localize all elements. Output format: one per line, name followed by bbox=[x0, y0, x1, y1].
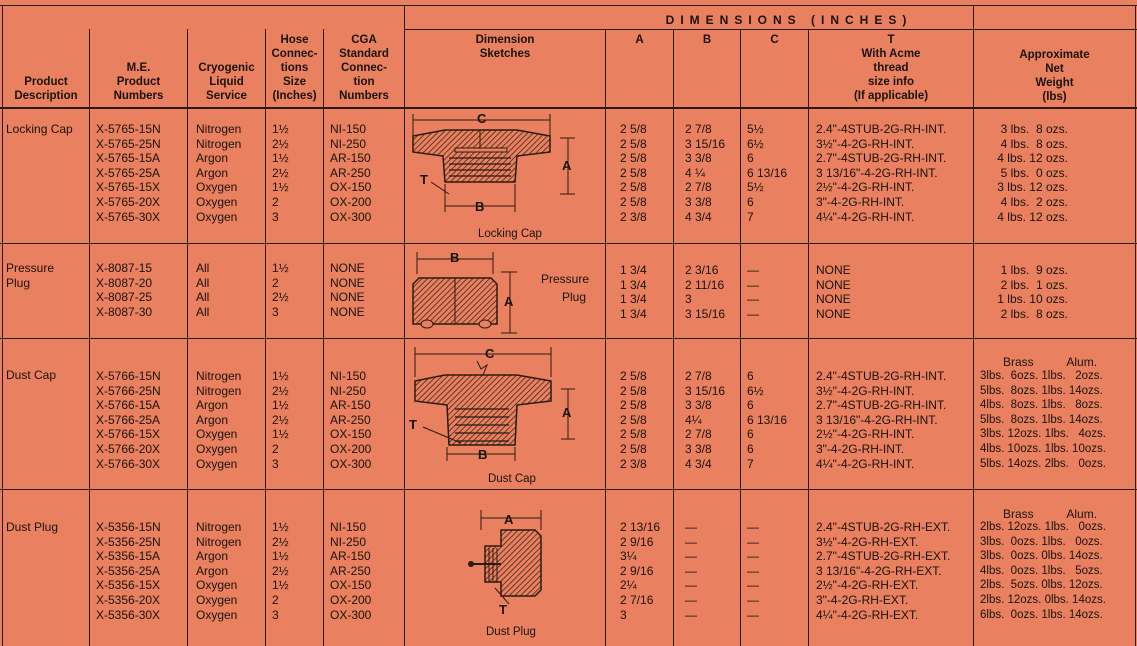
dust-plug-sketch bbox=[405, 490, 605, 646]
section-description: Dust Cap bbox=[6, 368, 57, 382]
header-dimension-sketches: Dimension Sketches bbox=[475, 34, 535, 60]
dim-t-list: 2.4"-4STUB-2G-RH-INT. 3½"-4-2G-RH-INT. 2.7"-4STUB-2G-RH-INT. 3 13/16"-4-2G-RH-INT. 2½"-4-2G-RH-INT. 3"-4-2G-RH-INT. 4¼"-4-2G-RH-INT. bbox=[816, 122, 947, 224]
hose-size-list: 1½ 2½ 1½ 2½ 1½ 2 3 bbox=[272, 520, 289, 622]
dim-t-list: 2.4"-4STUB-2G-RH-INT. 3½"-4-2G-RH-INT. 2.7"-4STUB-2G-RH-INT. 3 13/16"-4-2G-RH-INT. 2½"-4-2G-RH-INT. 3"-4-2G-RH-INT. 4¼"-4-2G-RH-INT. bbox=[816, 369, 947, 471]
sketch-mark-b: B bbox=[475, 199, 485, 214]
service-list: All All All All bbox=[196, 261, 210, 319]
header-dim-a: A bbox=[635, 34, 644, 46]
dust-cap-body bbox=[415, 375, 551, 445]
weight-material-header: Brass Alum. bbox=[1003, 507, 1098, 521]
header-me-numbers: M.E. Product Numbers bbox=[113, 62, 164, 102]
sketch-mark-c: C bbox=[477, 111, 487, 126]
service-list: Nitrogen Nitrogen Argon Argon Oxygen Oxygen Oxygen bbox=[196, 122, 242, 224]
dim-a-list: 2 5/8 2 5/8 2 5/8 2 5/8 2 5/8 2 5/8 2 3/8 bbox=[620, 369, 647, 471]
header-hose-size: Hose Connec- tions Size (Inches) bbox=[271, 34, 318, 102]
col-line-2 bbox=[187, 29, 188, 646]
hose-size-list: 1½ 2 2½ 3 bbox=[272, 261, 289, 319]
sketch-caption-line-1: Pressure bbox=[541, 272, 590, 286]
sketch-caption-line-2: Plug bbox=[562, 290, 587, 304]
top-border bbox=[0, 5, 1137, 6]
weight-list: 1 lbs. 9 ozs. 2 lbs. 1 ozs. 1 lbs. 10 ozs. 2 lbs. 8 ozs. bbox=[997, 263, 1068, 321]
dim-b-list: — — — — — — — bbox=[685, 520, 697, 622]
section-description: Pressure Plug bbox=[6, 261, 55, 290]
dust-cap-sketch bbox=[405, 339, 605, 489]
dim-c-list: 6 6½ 6 6 13/16 6 6 7 bbox=[747, 369, 788, 471]
sketch-mark-a: A bbox=[562, 158, 572, 173]
me-numbers-list: X-5765-15N X-5765-25N X-5765-15A X-5765-25A X-5765-15X X-5765-20X X-5765-30X bbox=[96, 122, 161, 224]
weight-material-header: Brass Alum. bbox=[1003, 355, 1098, 369]
service-list: Nitrogen Nitrogen Argon Argon Oxygen Oxygen Oxygen bbox=[196, 520, 242, 622]
dim-a-list: 1 3/4 1 3/4 1 3/4 1 3/4 bbox=[620, 263, 647, 321]
sketch-mark-b: B bbox=[478, 447, 488, 462]
sketch-mark-t: T bbox=[420, 172, 428, 187]
cga-list: NI-150 NI-250 AR-150 AR-250 OX-150 OX-200 OX-300 bbox=[330, 369, 372, 471]
dim-a-list: 2 5/8 2 5/8 2 5/8 2 5/8 2 5/8 2 5/8 2 3/8 bbox=[620, 122, 647, 224]
col-line-1 bbox=[89, 29, 90, 646]
col-line-9 bbox=[808, 29, 809, 646]
dimensions-title: DIMENSIONS (INCHES) bbox=[665, 13, 913, 27]
col-line-3 bbox=[265, 29, 266, 646]
dim-t-list: NONE NONE NONE NONE bbox=[816, 263, 851, 321]
weight-list: 3lbs. 6ozs. 1lbs. 2ozs. 5lbs. 8ozs. 1lbs. 14ozs. 4lbs. 8ozs. 1lbs. 8ozs. 5lbs. 8ozs. 1lbs. 14ozs. 3lbs. 12ozs. 1lbs. 4ozs. 4lbs. 10ozs. 1lbs. 10ozs. 5lbs. 14ozs. 2lbs. 0ozs. bbox=[980, 370, 1106, 470]
dim-t-list: 2.4"-4STUB-2G-RH-EXT. 3½"-4-2G-RH-EXT. 2.7"-4STUB-2G-RH-EXT. 3 13/16"-4-2G-RH-EXT. 2½"-4-2G-RH-EXT. 3"-4-2G-RH-EXT. 4¼"-4-2G-RH-EXT. bbox=[816, 520, 951, 622]
weight-list: 3 lbs. 8 ozs. 4 lbs. 8 ozs. 4 lbs. 12 ozs. 5 lbs. 0 ozs. 3 lbs. 12 ozs. 4 lbs. 2 ozs. 4 lbs. 12 ozs. bbox=[997, 122, 1068, 224]
sketch-mark-t: T bbox=[409, 417, 417, 432]
dim-b-list: 2 7/8 3 15/16 3 3/8 4¼ 2 7/8 3 3/8 4 3/4 bbox=[685, 369, 726, 471]
me-numbers-list: X-5356-15N X-5356-25N X-5356-15A X-5356-25A X-5356-15X X-5356-20X X-5356-30X bbox=[96, 520, 161, 622]
header-dim-c: C bbox=[770, 34, 779, 46]
dim-c-list: — — — — — — — bbox=[747, 520, 759, 622]
cga-list: NI-150 NI-250 AR-150 AR-250 OX-150 OX-200 OX-300 bbox=[330, 520, 372, 622]
hose-size-list: 1½ 2½ 1½ 2½ 1½ 2 3 bbox=[272, 369, 289, 471]
section-description: Locking Cap bbox=[6, 122, 73, 136]
col-line-11 bbox=[1135, 5, 1136, 646]
cga-list: NONE NONE NONE NONE bbox=[330, 261, 365, 319]
sketch-caption: Locking Cap bbox=[478, 228, 542, 240]
col-line-8 bbox=[740, 29, 741, 646]
sketch-mark-a: A bbox=[562, 405, 572, 420]
header-approx-weight: Approximate Net Weight (lbs) bbox=[1019, 49, 1090, 103]
header-product-description: Product Description bbox=[14, 76, 78, 102]
header-dim-b: B bbox=[702, 34, 712, 46]
section-description: Dust Plug bbox=[6, 520, 59, 534]
sketch-mark-a: A bbox=[504, 512, 514, 527]
locking-cap-body bbox=[413, 130, 550, 182]
header-cga-numbers: CGA Standard Connec- tion Numbers bbox=[339, 34, 389, 102]
hose-size-list: 1½ 2½ 1½ 2½ 1½ 2 3 bbox=[272, 122, 289, 224]
sketch-caption: Dust Cap bbox=[488, 473, 536, 485]
col-line-4 bbox=[323, 29, 324, 646]
sketch-mark-c: C bbox=[485, 346, 495, 361]
weight-list: 2lbs. 12ozs. 1lbs. 0ozs. 3lbs. 0ozs. 1lbs. 0ozs. 3lbs. 0ozs. 0lbs. 14ozs. 4lbs. 0ozs. 1lbs. 5ozs. 2lbs. 5ozs. 0lbs. 12ozs. 2lbs. 12ozs. 0lbs. 14ozs. 6lbs. 0ozs. 1lbs. 14ozs. bbox=[980, 521, 1106, 621]
dimensions-title-border bbox=[405, 29, 1137, 30]
me-numbers-list: X-8087-15 X-8087-20 X-8087-25 X-8087-30 bbox=[96, 261, 153, 319]
col-line-6 bbox=[605, 29, 606, 646]
header-dim-t: T With Acme thread size info (If applicable) bbox=[853, 34, 929, 102]
cga-list: NI-150 NI-250 AR-150 AR-250 OX-150 OX-200 OX-300 bbox=[330, 122, 372, 224]
col-line-7 bbox=[673, 29, 674, 646]
dim-a-list: 2 13/16 2 9/16 3¼ 2 9/16 2¼ 2 7/16 3 bbox=[620, 520, 661, 622]
service-list: Nitrogen Nitrogen Argon Argon Oxygen Oxygen Oxygen bbox=[196, 369, 242, 471]
dim-b-list: 2 7/8 3 15/16 3 3/8 4 ¼ 2 7/8 3 3/8 4 3/4 bbox=[685, 122, 726, 224]
sketch-caption: Dust Plug bbox=[486, 626, 536, 638]
me-numbers-list: X-5766-15N X-5766-25N X-5766-15A X-5766-25A X-5766-15X X-5766-20X X-5766-30X bbox=[96, 369, 161, 471]
dim-c-list: 5½ 6½ 6 6 13/16 5½ 6 7 bbox=[747, 122, 788, 224]
sketch-mark-a: A bbox=[504, 294, 514, 309]
locking-cap-sketch bbox=[405, 108, 605, 243]
pressure-plug-sketch bbox=[405, 244, 605, 338]
sketch-mark-t: T bbox=[499, 602, 507, 617]
dim-c-list: — — — — bbox=[747, 263, 759, 321]
dim-b-list: 2 3/16 2 11/16 3 3 15/16 bbox=[685, 263, 726, 321]
header-cryogenic-service: Cryogenic Liquid Service bbox=[198, 62, 255, 102]
sketch-mark-b: B bbox=[450, 250, 460, 265]
